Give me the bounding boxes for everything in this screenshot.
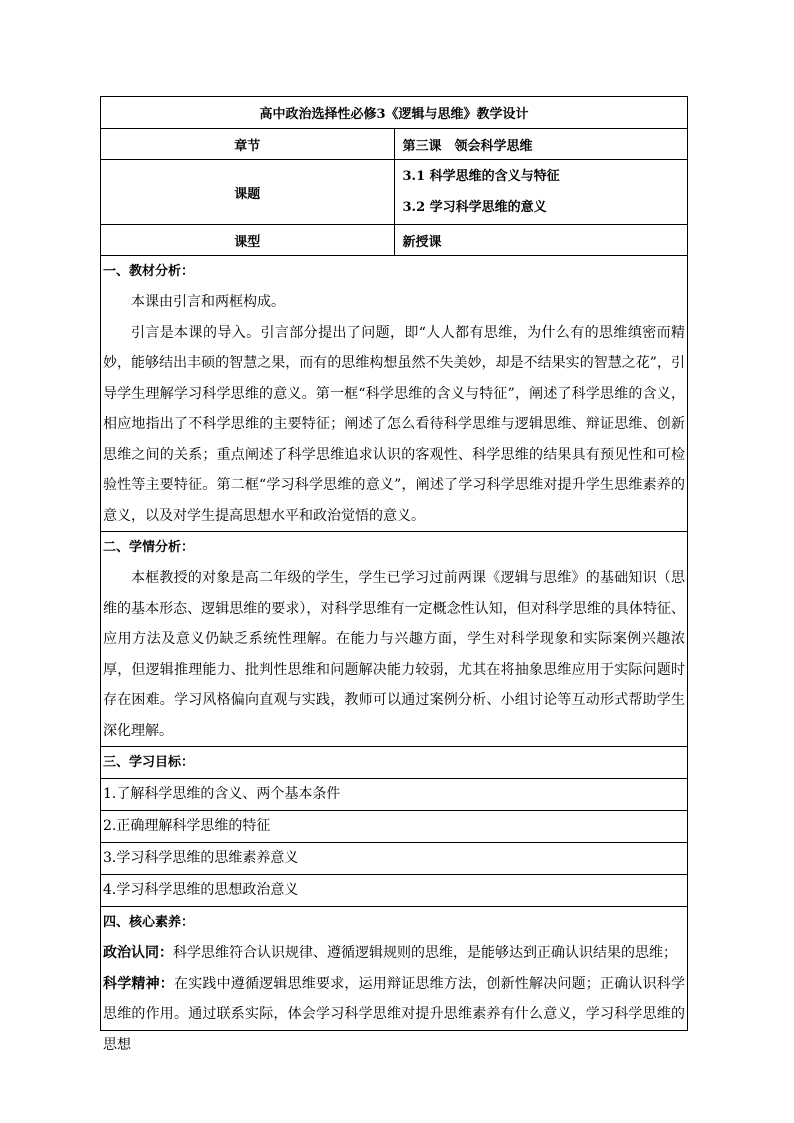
chapter-value: 第三课 领会科学思维 [394, 129, 688, 160]
goal-item: 4.学习科学思维的思想政治意义 [103, 882, 299, 898]
section-heading: 四、核心素养： [103, 915, 195, 930]
literacy-item [103, 969, 685, 1061]
section-heading: 三、学习目标： [101, 747, 687, 779]
document-title: 高中政治选择性必修3《逻辑与思维》教学设计 [101, 97, 688, 129]
topic-value [394, 160, 688, 225]
lesson-plan-table [100, 96, 688, 1053]
learners-section [101, 532, 688, 747]
goal-item: 3.学习科学思维的思维素养意义 [101, 843, 687, 875]
literacy-item [103, 938, 685, 969]
section-heading: 二、学情分析： [103, 540, 195, 555]
literacy-content [103, 938, 685, 1053]
literacy-section [101, 907, 688, 1053]
goal-item: 1.了解科学思维的含义、两个基本条件 [101, 779, 687, 811]
type-label: 课型 [101, 225, 395, 256]
lesson-plan-document [100, 96, 688, 1053]
topic-item: 3.1 科学思维的含义与特征 [402, 169, 560, 184]
analysis-paragraph: 本课由引言和两框构成。 [131, 294, 285, 310]
section-heading: 一、教材分析： [103, 264, 195, 279]
literacy-text: 在实践中遵循逻辑思维要求，运用辩证思维方法，创新性解决问题；正确认识科学思维的作用。通过联系实际，体会学习科学思维对提升思维素养有什么意义，学习科学思维的思想 [103, 975, 685, 1053]
literacy-label: 科学精神： [103, 975, 174, 992]
type-value: 新授课 [394, 225, 688, 256]
topic-label: 课题 [101, 160, 395, 225]
analysis-section [101, 256, 688, 532]
goals-section [101, 747, 688, 907]
goal-item: 2.正确理解科学思维的特征 [101, 811, 687, 843]
literacy-label: 政治认同： [103, 945, 173, 961]
literacy-text: 科学思维符合认识规律、遵循逻辑规则的思维，是能够达到正确认识结果的思维； [173, 945, 677, 961]
topic-item: 3.2 学习科学思维的意义 [402, 200, 547, 215]
chapter-label: 章节 [101, 129, 395, 160]
analysis-paragraph: 引言是本课的导入。引言部分提出了问题，即“人人都有思维，为什么有的思维缜密而精妙，能够结出丰硕的智慧之果，而有的思维构想虽然不失美妙，却是不结果实的智慧之花”，引导学生理解学习科学思维的意义。第一框“科学思维的含义与特征”，阐述了科学思维的含义，相应地指出了不科学思维的主要特征；阐述了怎么看待科学思维与逻辑思维、辩证思维、创新思维之间的关系；重点阐述了科学思维追求认识的客观性、科学思维的结果具有预见性和可检验性等主要特征。第二框“学习科学思维的意义”，阐述了学习科学思维对提升学生思维素养的意义，以及对学生提高思想水平和政治觉悟的意义。 [103, 324, 685, 524]
learners-paragraph: 本框教授的对象是高二年级的学生，学生已学习过前两课《逻辑与思维》的基础知识（思维的基本形态、逻辑思维的要求），对科学思维有一定概念性认知，但对科学思维的具体特征、应用方法及意义仍缺乏系统性理解。在能力与兴趣方面，学生对科学现象和实际案例兴趣浓厚，但逻辑推理能力、批判性思维和问题解决能力较弱，尤其在将抽象思维应用于实际问题时存在困难。学习风格偏向直观与实践，教师可以通过案例分析、小组讨论等互动形式帮助学生深化理解。 [103, 570, 685, 739]
